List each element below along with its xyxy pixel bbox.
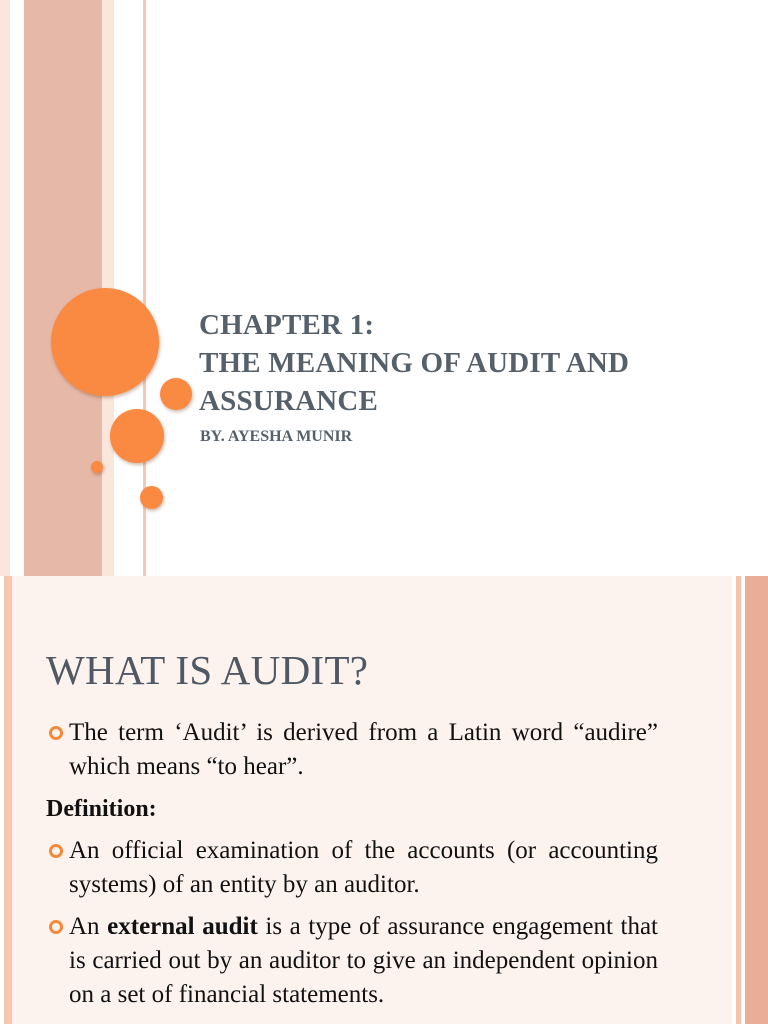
title-line: ASSURANCE <box>199 385 379 417</box>
title-line: CHAPTER 1: <box>199 309 375 341</box>
hollow-circle-bullet-icon <box>49 726 63 740</box>
decorative-stripe <box>10 0 24 576</box>
bullet-item <box>46 910 658 1012</box>
content-slide <box>0 576 768 1024</box>
slide-title <box>199 306 739 420</box>
orange-circle-decoration <box>140 486 163 509</box>
bullet-text-rest: is a type of assurance engagement that is carried out by an auditor to give an independent opinion on a set of financial statements. <box>69 913 658 1008</box>
bullet-text-prefix: An <box>69 913 108 940</box>
orange-circle-decoration <box>160 378 192 410</box>
orange-circle-decoration <box>110 409 164 463</box>
hollow-circle-bullet-icon <box>49 844 63 858</box>
bold-term: external audit <box>107 913 258 940</box>
slide-heading: WHAT IS AUDIT? <box>46 647 369 693</box>
author-line: BY. AYESHA MUNIR <box>200 428 353 445</box>
decorative-stripe <box>4 576 12 1024</box>
bullet-text: The term ‘Audit’ is derived from a Latin word “audire” which means “to hear”. <box>69 719 658 780</box>
decorative-stripe <box>0 0 10 576</box>
bullet-text: An official examination of the accounts (or accounting systems) of an entity by an auditor. <box>69 837 658 898</box>
decorative-stripe <box>745 576 768 1024</box>
slide-body <box>46 716 658 1020</box>
orange-circle-decoration <box>51 288 159 396</box>
orange-circle-decoration <box>91 461 103 473</box>
hollow-circle-bullet-icon <box>49 920 63 934</box>
decorative-stripe <box>24 0 102 576</box>
bullet-item <box>46 834 658 902</box>
title-line: THE MEANING OF AUDIT AND <box>199 347 630 379</box>
definition-label: Definition: <box>46 796 157 822</box>
bullet-item <box>46 716 658 784</box>
